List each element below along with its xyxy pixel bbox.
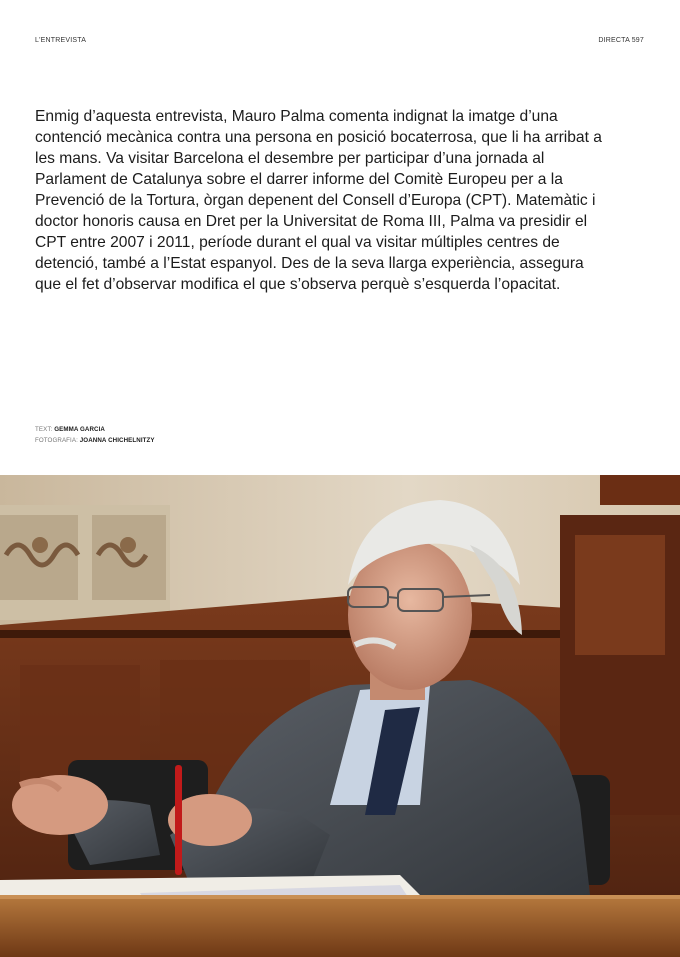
photo-credit [35,436,155,447]
page-number: DIRECTA 597 [598,37,644,44]
section-label: L'ENTREVISTA [35,37,87,44]
credits [35,425,155,446]
text-credit-name: GEMMA GARCIA [54,426,105,433]
photo-credit-label: FOTOGRAFIA: [35,436,78,444]
interview-photo [0,475,680,957]
photo-credit-name: JOANNA CHICHELNITZY [79,436,155,444]
text-credit [35,425,155,436]
intro-paragraph: Enmig d’aquesta entrevista, Mauro Palma comenta indignat la imatge d’una contenció mecànica contra una persona en posició bocaterrosa, que li ha arribat a les mans. Va visitar Barcelona el desembre per participar d’una jornada al Parlament de Catalunya sobre el darrer informe del Comitè Europeu per a la Prevenció de la Tortura, òrgan depenent del Consell d’Europa (CPT). Matemàtic i doctor honoris causa en Dret per la Universitat de Roma III, Palma va presidir el CPT entre 2007 i 2011, període durant el qual va visitar múltiples centres de detenció, també a l’Estat espanyol. Des de la seva llarga experiència, assegura que el fet d’observar modifica el que s’observa perquè s’esquerda l’opacitat. [35,108,602,293]
text-credit-label: TEXT: [35,426,53,433]
photo-illustration [0,475,680,957]
